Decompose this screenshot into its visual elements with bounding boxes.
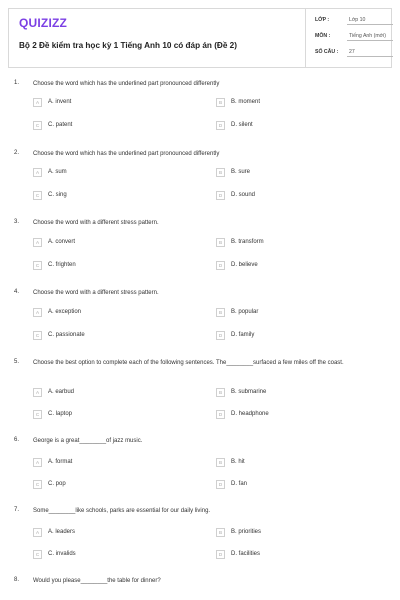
option-b-label: B. hit — [231, 459, 245, 465]
option-b-label: B. popular — [231, 309, 259, 315]
option-c-box[interactable]: C — [33, 410, 42, 419]
question-number: 7. — [14, 507, 20, 513]
option-c-label: C. passionate — [48, 332, 85, 338]
meta-class-value: Lớp 10 — [349, 17, 366, 23]
option-c-label: C. frighten — [48, 262, 76, 268]
option-c-box[interactable]: C — [33, 331, 42, 340]
question-text: George is a great________of jazz music. — [33, 438, 143, 444]
question-number: 2. — [14, 150, 20, 156]
option-a-label: A. exception — [48, 309, 82, 315]
option-d-label: D. headphone — [231, 411, 269, 417]
option-c-box[interactable]: C — [33, 191, 42, 200]
option-d-box[interactable]: D — [216, 261, 225, 270]
option-c-label: C. pop — [48, 481, 66, 487]
option-c-box[interactable]: C — [33, 261, 42, 270]
option-b-box[interactable]: B — [216, 168, 225, 177]
option-b-box[interactable]: B — [216, 98, 225, 107]
option-d-label: D. silent — [231, 122, 253, 128]
option-a-label: A. convert — [48, 239, 76, 245]
option-d-label: D. family — [231, 332, 255, 338]
meta-class-underline — [347, 24, 393, 25]
question-number: 3. — [14, 219, 20, 225]
option-b-box[interactable]: B — [216, 528, 225, 537]
option-d-label: D. facilities — [231, 551, 261, 557]
option-a-label: A. earbud — [48, 389, 75, 395]
option-d-box[interactable]: D — [216, 191, 225, 200]
option-c-label: C. invalids — [48, 551, 76, 557]
question-text: Choose the word with a different stress pattern. — [33, 220, 159, 226]
question-number: 6. — [14, 437, 20, 443]
option-a-label: A. format — [48, 459, 73, 465]
question-text: Would you please________the table for dinner? — [33, 578, 161, 584]
option-c-box[interactable]: C — [33, 480, 42, 489]
option-c-box[interactable]: C — [33, 550, 42, 559]
option-c-label: C. sing — [48, 192, 67, 198]
option-a-box[interactable]: A — [33, 168, 42, 177]
question-text: Choose the word with a different stress pattern. — [33, 290, 159, 296]
option-d-box[interactable]: D — [216, 480, 225, 489]
question-number: 8. — [14, 577, 20, 583]
option-a-box[interactable]: A — [33, 238, 42, 247]
question-text: Choose the word which has the underlined part pronounced differently — [33, 151, 220, 157]
option-d-box[interactable]: D — [216, 410, 225, 419]
option-c-box[interactable]: C — [33, 121, 42, 130]
quizizz-logo: QUIZIZZ — [19, 16, 68, 30]
option-b-box[interactable]: B — [216, 308, 225, 317]
option-a-box[interactable]: A — [33, 98, 42, 107]
meta-subject-value: Tiếng Anh (mới) — [349, 33, 386, 39]
meta-class-key: LỚP : — [315, 17, 330, 23]
meta-count-value: 27 — [349, 49, 355, 55]
option-a-box[interactable]: A — [33, 388, 42, 397]
option-c-label: C. patent — [48, 122, 73, 128]
option-a-label: A. sum — [48, 169, 67, 175]
option-b-label: B. transform — [231, 239, 264, 245]
option-c-label: C. laptop — [48, 411, 73, 417]
option-a-box[interactable]: A — [33, 528, 42, 537]
option-b-label: B. priorities — [231, 529, 262, 535]
question-text: Choose the word which has the underlined part pronounced differently — [33, 81, 220, 87]
question-text: Choose the best option to complete each of the following sentences. The________surfaced a few miles off the coast. — [33, 360, 344, 366]
option-b-box[interactable]: B — [216, 388, 225, 397]
option-d-box[interactable]: D — [216, 121, 225, 130]
option-a-box[interactable]: A — [33, 308, 42, 317]
option-d-label: D. believe — [231, 262, 258, 268]
option-a-box[interactable]: A — [33, 458, 42, 467]
meta-count-key: SỐ CÂU : — [315, 49, 339, 55]
option-d-box[interactable]: D — [216, 331, 225, 340]
question-number: 4. — [14, 289, 20, 295]
option-b-box[interactable]: B — [216, 458, 225, 467]
option-a-label: A. leaders — [48, 529, 76, 535]
question-text: Some________like schools, parks are essential for our daily living. — [33, 508, 211, 514]
option-b-label: B. submarine — [231, 389, 267, 395]
meta-count-underline — [347, 56, 393, 57]
worksheet-header — [8, 8, 392, 68]
meta-subject-underline — [347, 40, 393, 41]
meta-subject-key: MÔN : — [315, 33, 331, 39]
option-d-label: D. fan — [231, 481, 248, 487]
option-b-box[interactable]: B — [216, 238, 225, 247]
option-a-label: A. invent — [48, 99, 72, 105]
option-d-label: D. sound — [231, 192, 256, 198]
question-number: 5. — [14, 359, 20, 365]
option-d-box[interactable]: D — [216, 550, 225, 559]
worksheet-title: Bộ 2 Đề kiểm tra học kỳ 1 Tiếng Anh 10 có đáp án (Đề 2) — [19, 41, 237, 50]
option-b-label: B. sure — [231, 169, 251, 175]
header-divider — [305, 9, 306, 67]
question-number: 1. — [14, 80, 20, 86]
option-b-label: B. moment — [231, 99, 261, 105]
